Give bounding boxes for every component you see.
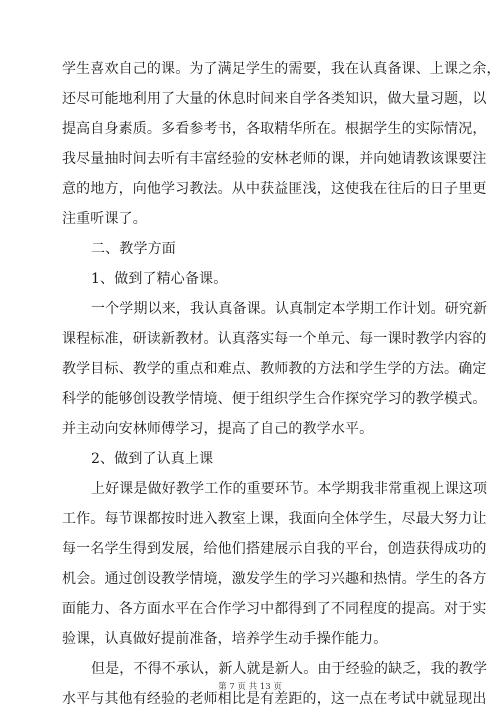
body-line: 我尽量抽时间去听有丰富经验的安林老师的课，并向她请教该课要注 (62, 151, 487, 167)
body-line: 并主动向安林师傅学习，提高了自己的教学水平。 (62, 421, 374, 437)
section-heading: 二、教学方面 (91, 241, 176, 257)
body-line: 一个学期以来，我认真备课。认真制定本学期工作计划。研究新 (91, 301, 488, 317)
body-line: 课程标准，研读新教材。认真落实每一个单元、每一课时教学内容的 (62, 331, 487, 347)
body-line: 教学目标、教学的重点和难点、教师教的方法和学生学的方法。确定 (62, 361, 487, 377)
body-line: 科学的能够创设教学情境、便于组织学生合作探究学习的教学模式。 (62, 391, 487, 407)
body-line: 工作。每节课都按时进入教室上课，我面向全体学生，尽最大努力让 (62, 511, 487, 527)
body-line: 提高自身素质。多看参考书，各取精华所在。根据学生的实际情况， (62, 121, 487, 137)
body-line: 意的地方，向他学习教法。从中获益匪浅，这使我在往后的日子里更 (62, 181, 487, 197)
body-line: 验课，认真做好提前准备，培养学生动手操作能力。 (62, 631, 388, 647)
body-line: 机会。通过创设教学情境，激发学生的学习兴趣和热情。学生的各方 (62, 571, 487, 587)
body-text (62, 54, 501, 714)
page-number-footer: 第 7 页 共 13 页 (218, 682, 282, 692)
body-line: 水平与其他有经验的老师相比是有差距的，这一点在考试中就显现出 (62, 691, 487, 707)
subsection-heading: 1、做到了精心备课。 (91, 271, 228, 287)
subsection-heading: 2、做到了认真上课 (91, 451, 214, 467)
body-line: 注重听课了。 (62, 211, 147, 227)
body-line: 面能力、各方面水平在合作学习中都得到了不同程度的提高。对于实 (62, 601, 487, 617)
body-line: 还尽可能地利用了大量的休息时间来自学各类知识，做大量习题，以 (62, 91, 487, 107)
body-line: 每一名学生得到发展，给他们搭建展示自我的平台，创造获得成功的 (62, 541, 487, 557)
body-line: 学生喜欢自己的课。为了满足学生的需要，我在认真备课、上课之余， (62, 61, 501, 77)
body-line: 上好课是做好教学工作的重要环节。本学期我非常重视上课这项 (91, 481, 488, 497)
body-line: 但是，不得不承认，新人就是新人。由于经验的缺乏，我的教学 (91, 661, 488, 677)
